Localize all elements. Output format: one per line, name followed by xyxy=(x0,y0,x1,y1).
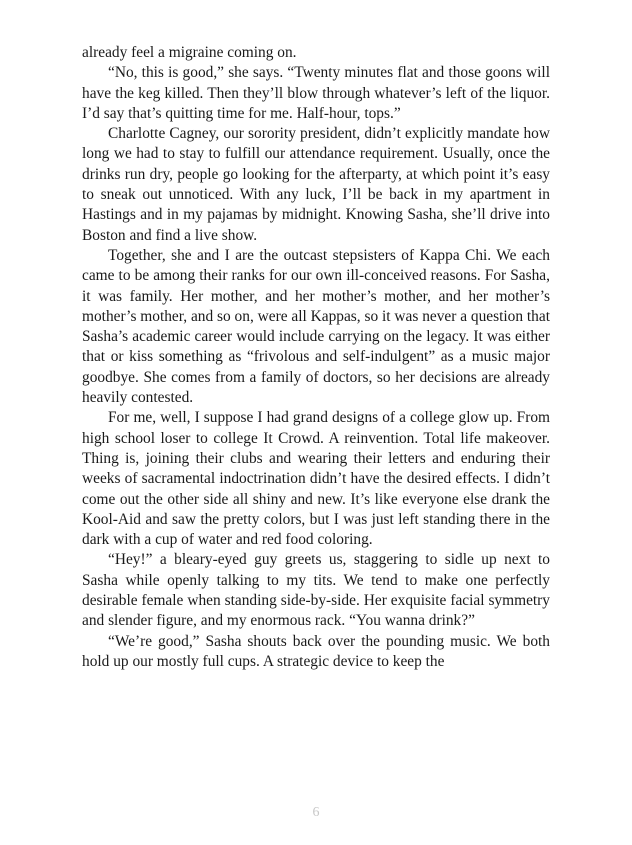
paragraph: “Hey!” a bleary-eyed guy greets us, staggering to sidle up next to Sasha while openly talking to my tits. We tend to make one perfectly desirable female when standing side-by-side. Her exquisite facial symmetry and slender figure, and my enormous rack. “You wanna drink?” xyxy=(82,551,550,630)
paragraph: “No, this is good,” she says. “Twenty minutes flat and those goons will have the keg killed. Then they’ll blow through whatever’s left of the liquor. I’d say that’s quitting time for me. Half-hour, tops.” xyxy=(82,64,550,122)
paragraph: Together, she and I are the outcast stepsisters of Kappa Chi. We each came to be among their ranks for our own ill-conceived reasons. For Sasha, it was family. Her mother, and her mother’s mother, and her mother’s mother’s mother, and so on, were all Kappas, so it was never a question that Sasha’s academic career would include carrying on the legacy. It was either that or kiss something as “frivolous and self-indulgent” as a music major goodbye. She comes from a family of doctors, so her decisions are already heavily contested. xyxy=(82,246,550,407)
paragraph: For me, well, I suppose I had grand designs of a college glow up. From high school loser to college It Crowd. A reinvention. Total life makeover. Thing is, joining their clubs and wearing their letters and enduring their weeks of sacramental indoctrination didn’t have the desired effects. I didn’t come out the other side all shiny and new. It’s like everyone else drank the Kool-Aid and saw the pretty colors, but I was just left standing there in the dark with a cup of water and red food coloring. xyxy=(82,409,550,549)
page-body xyxy=(82,43,550,672)
page-number: 6 xyxy=(312,805,320,820)
paragraph: Charlotte Cagney, our sorority president, didn’t explicitly mandate how long we had to stay to fulfill our attendance requirement. Usually, once the drinks run dry, people go looking for the afterparty, at which point it’s easy to sneak out unnoticed. With any luck, I’ll be back in my apartment in Hastings and in my pajamas by midnight. Knowing Sasha, she’ll drive into Boston and find a live show. xyxy=(82,125,550,244)
paragraph-continuation: already feel a migraine coming on. xyxy=(82,44,297,61)
paragraph: “We’re good,” Sasha shouts back over the pounding music. We both hold up our mostly full cups. A strategic device to keep the xyxy=(82,632,550,670)
